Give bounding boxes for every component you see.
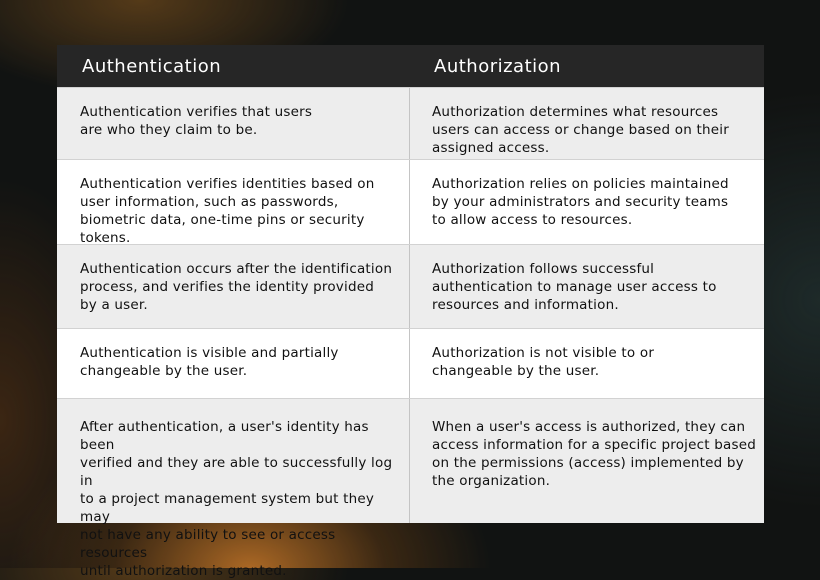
authorization-cell: Authorization is not visible to or changeable by the user. (432, 345, 655, 379)
authentication-cell: Authentication verifies that users are who they claim to be. (57, 88, 410, 159)
table-row (57, 328, 764, 398)
table-row (57, 398, 764, 579)
comparison-table (57, 45, 764, 579)
header-authentication: Authentication (82, 55, 222, 77)
header-authorization: Authorization (434, 55, 562, 77)
authorization-cell: Authorization determines what resources users can access or change based on their assigned access. (432, 104, 729, 156)
table-row (57, 244, 764, 328)
authentication-cell: Authentication verifies identities based on user information, such as passwords, biometric data, one-time pins or security tokens. (57, 160, 410, 244)
authorization-cell: When a user's access is authorized, they can access information for a specific project based on the permissions (access) implemented by the organization. (432, 419, 756, 489)
authentication-cell: After authentication, a user's identity has been verified and they are able to successfully log in to a project management system but they may not have any ability to see or access resources until authorization is granted. (57, 399, 410, 523)
authentication-cell: Authentication is visible and partially changeable by the user. (57, 329, 410, 398)
table-row (57, 87, 764, 159)
authorization-cell: Authorization follows successful authentication to manage user access to resources and information. (432, 261, 717, 313)
authorization-cell: Authorization relies on policies maintained by your administrators and security teams to allow access to resources. (432, 176, 729, 228)
table-row (57, 159, 764, 244)
authentication-cell: Authentication occurs after the identification process, and verifies the identity provided by a user. (57, 245, 410, 328)
table-header (57, 45, 764, 87)
